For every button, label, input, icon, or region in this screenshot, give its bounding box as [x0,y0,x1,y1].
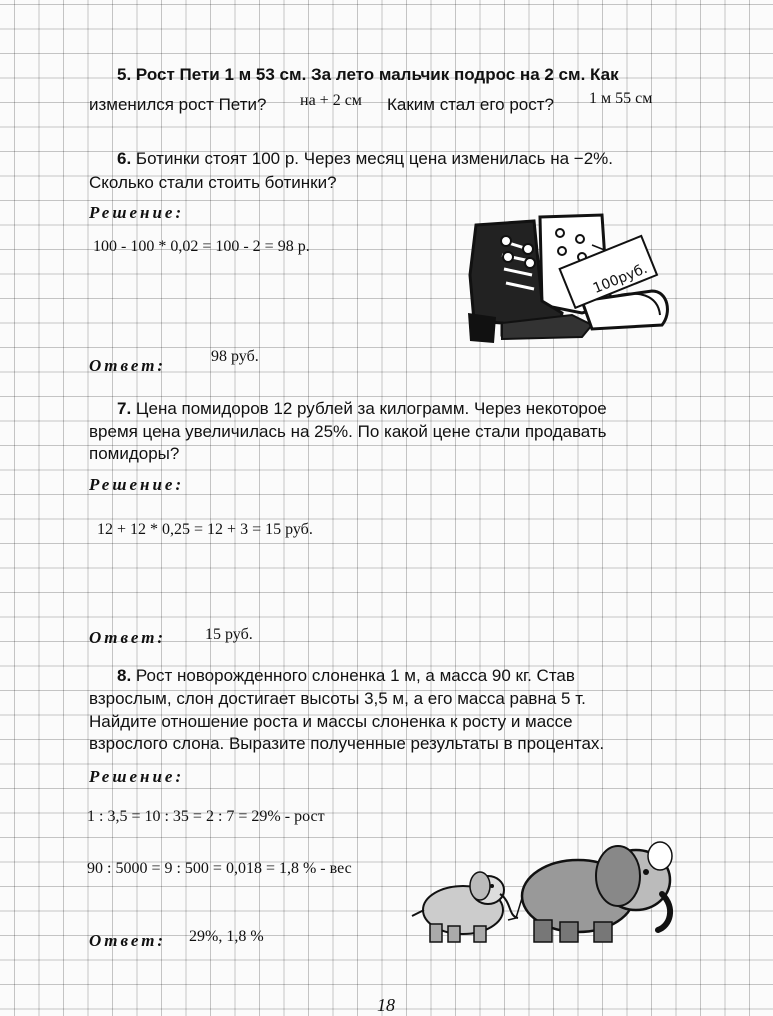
task8-solution-label: Решение: [89,767,185,786]
task6-line1 [117,148,613,169]
task8-text4: взрослого слона. Выразите полученные результаты в процентах. [89,734,605,753]
task5-line1 [117,64,619,85]
task7-solution: 12 + 12 * 0,25 = 12 + 3 = 15 руб. [97,521,313,538]
task5-question-a: изменился рост Пети? [89,95,267,114]
elephants-illustration [408,838,690,948]
task6-answer-label: Ответ: [89,356,167,375]
task5-question-b: Каким стал его рост? [387,95,555,114]
task8-text2: взрослым, слон достигает высоты 3,5 м, а его масса равна 5 т. [89,689,586,708]
boots-illustration [462,205,680,347]
task6-text1: Ботинки стоят 100 р. Через месяц цена изменилась на −2%. [135,149,614,168]
task8-answer-label: Ответ: [89,931,167,950]
task7-solution-label: Решение: [89,475,185,494]
task6-answer: 98 руб. [211,348,259,365]
task7-text2: время цена увеличилась на 25%. По какой цене стали продавать [89,422,607,441]
task7-text1: Цена помидоров 12 рублей за килограмм. Через некоторое [135,399,607,418]
task8-line1 [117,665,575,686]
task7-line1 [117,398,607,419]
task5-number: 5. [117,65,132,84]
price-tag-text: 100руб. [590,260,650,297]
task6-number: 6. [117,149,132,168]
task8-solution-height: 1 : 3,5 = 10 : 35 = 2 : 7 = 29% - рост [87,808,325,825]
task5-answer-a: на + 2 см [300,92,362,109]
task7-text3: помидоры? [89,444,180,463]
page-number: 18 [377,995,395,1015]
task8-answer: 29%, 1,8 % [189,928,264,945]
task8-solution-mass: 90 : 5000 = 9 : 500 = 0,018 = 1,8 % - вес [87,860,352,877]
task7-answer: 15 руб. [205,626,253,643]
task7-number: 7. [117,399,132,418]
task8-text1: Рост новорожденного слоненка 1 м, а масса 90 кг. Став [135,666,575,685]
task5-text1: Рост Пети 1 м 53 см. За лето мальчик подрос на 2 см. Как [135,65,619,84]
task5-answer-b: 1 м 55 см [589,90,653,107]
task6-solution-label: Решение: [89,203,185,222]
task8-number: 8. [117,666,132,685]
task8-text3: Найдите отношение роста и массы слоненка к росту и массе [89,712,573,731]
task7-answer-label: Ответ: [89,628,167,647]
task6-text2: Сколько стали стоить ботинки? [89,173,337,192]
task6-solution: 100 - 100 * 0,02 = 100 - 2 = 98 р. [93,238,310,255]
